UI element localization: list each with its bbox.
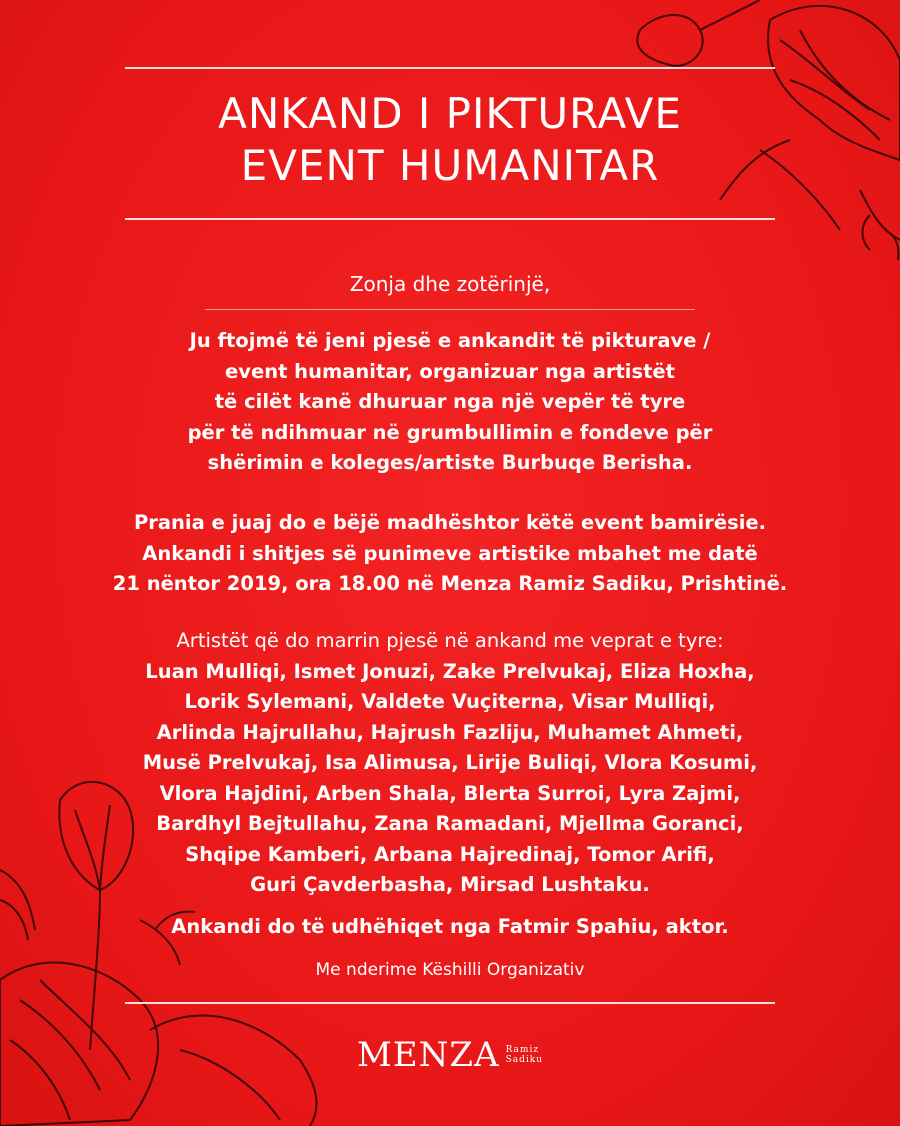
invitation-line: event humanitar, organizuar nga artistët bbox=[225, 359, 675, 383]
logo-text: MENZA bbox=[357, 1035, 500, 1075]
invitation-line: të cilët kanë dhuruar nga një vepër të tyre bbox=[214, 390, 686, 413]
logo-sub-line: Ramiz bbox=[505, 1045, 540, 1055]
menza-logo bbox=[0, 1035, 900, 1075]
details-line: 21 nëntor 2019, ora 18.00 në Menza Ramiz Sadiku, Prishtinë. bbox=[112, 572, 788, 595]
invitation-line: Ju ftojmë të jeni pjesë e ankandit të pikturave / bbox=[189, 329, 711, 352]
artists-line: Musë Prelvukaj, Isa Alimusa, Lirije Buliqi, Vlora Kosumi, bbox=[142, 751, 758, 774]
details-paragraph bbox=[0, 508, 900, 600]
invitation-paragraph bbox=[0, 326, 900, 479]
artists-line: Vlora Hajdini, Arben Shala, Blerta Surroi, Lyra Zajmi, bbox=[159, 781, 741, 805]
details-line: Ankandi i shitjes së punimeve artistike mbahet me datë bbox=[142, 541, 758, 565]
artists-line: Lorik Sylemani, Valdete Vuçiterna, Visar Mulliqi, bbox=[184, 690, 716, 713]
footer-rule bbox=[125, 1002, 775, 1004]
invitation-line: për të ndihmuar në grumbullimin e fondeve për bbox=[187, 420, 713, 444]
details-line: Prania e juaj do e bëjë madhështor këtë event bamirësie. bbox=[133, 511, 767, 534]
artists-line: Bardhyl Bejtullahu, Zana Ramadani, Mjellma Goranci, bbox=[156, 812, 744, 835]
host-line: Ankandi do të udhëhiqet nga Fatmir Spahiu, aktor. bbox=[171, 915, 729, 938]
greeting-rule bbox=[205, 309, 695, 310]
title-top-rule bbox=[125, 67, 775, 69]
greeting: Zonja dhe zotërinjë, bbox=[349, 272, 551, 296]
artists-paragraph bbox=[0, 626, 900, 901]
title-line-2: EVENT HUMANITAR bbox=[240, 141, 660, 190]
title-line-1: ANKAND I PIKTURAVE bbox=[218, 89, 682, 138]
artists-line: Guri Çavderbasha, Mirsad Lushtaku. bbox=[250, 873, 650, 896]
logo-subtitle bbox=[506, 1045, 543, 1065]
artists-line: Shqipe Kamberi, Arbana Hajredinaj, Tomor Arifi, bbox=[185, 842, 715, 866]
signature: Me nderime Këshilli Organizativ bbox=[315, 960, 585, 980]
title-bottom-rule bbox=[125, 218, 775, 220]
artists-line: Luan Mulliqi, Ismet Jonuzi, Zake Prelvukaj, Eliza Hoxha, bbox=[145, 659, 755, 683]
logo-sub-line: Sadiku bbox=[505, 1055, 543, 1065]
invitation-line: shërimin e koleges/artiste Burbuqe Berisha. bbox=[207, 451, 693, 474]
artists-line: Arlinda Hajrullahu, Hajrush Fazliju, Muhamet Ahmeti, bbox=[156, 720, 744, 744]
artists-intro: Artistët që do marrin pjesë në ankand me veprat e tyre: bbox=[176, 629, 724, 652]
